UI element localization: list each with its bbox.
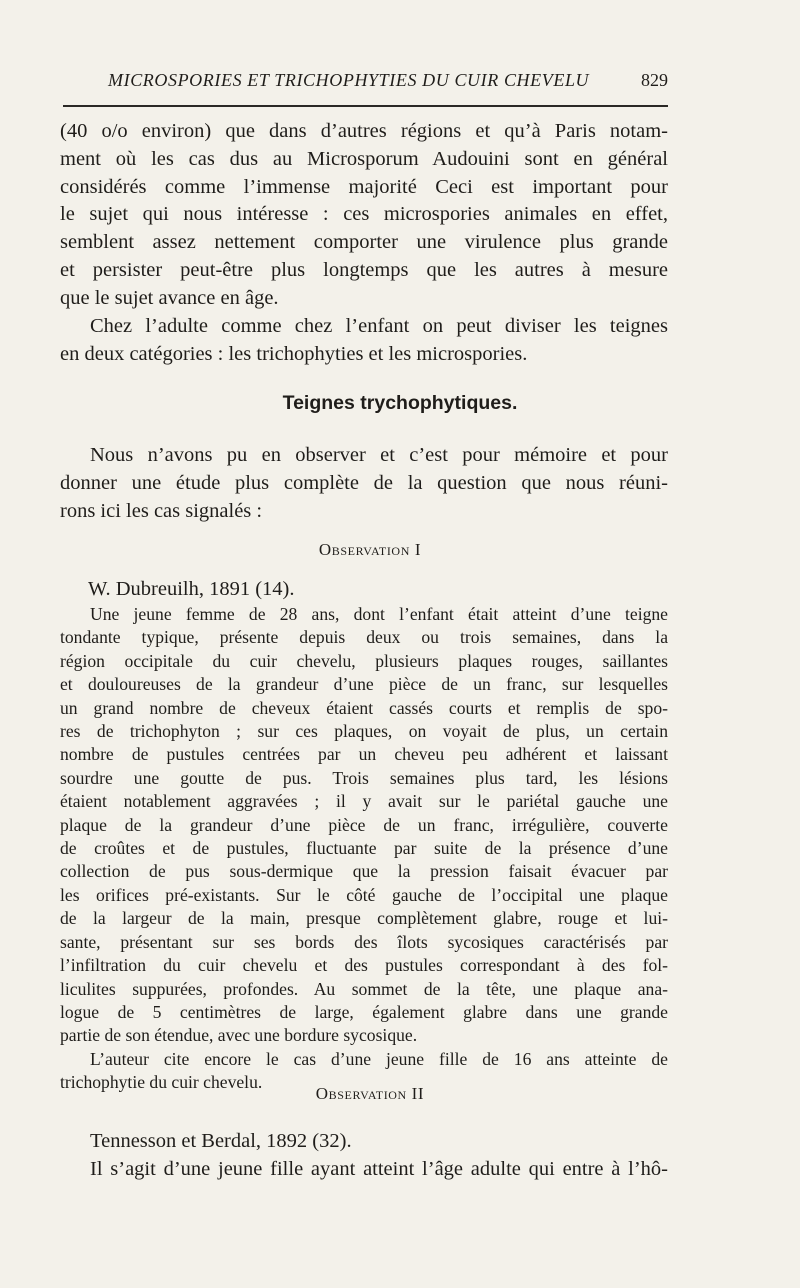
observation-2-text xyxy=(60,1128,668,1184)
text-line: sante, présentant sur ses bords des îlots sycosiques caractérisés par xyxy=(60,931,668,952)
text-line: Une jeune femme de 28 ans, dont l’enfant était atteint d’une teigne xyxy=(90,604,668,624)
text-line: considérés comme l’immense majorité Ceci est important pour xyxy=(60,175,668,198)
text-line: L’auteur cite encore le cas d’une jeune fille de 16 ans atteinte de xyxy=(90,1048,668,1069)
paragraph-1 xyxy=(60,118,668,313)
paragraph-3 xyxy=(60,442,668,525)
text-line: (40 o/o environ) que dans d’autres régions et qu’à Paris notam- xyxy=(60,120,668,142)
text-line: trichophytie du cuir chevelu. xyxy=(60,1072,263,1093)
text-line: Il s’agit d’une jeune fille ayant atteint l’âge adulte qui entre à l’hô- xyxy=(90,1157,668,1180)
running-head xyxy=(108,70,668,91)
text-line: nombre de pustules centrées par un cheveu peu adhérent et laissant xyxy=(60,744,668,765)
text-line: de la largeur de la main, presque complètement glabre, rouge et lui- xyxy=(60,908,668,929)
text-line: tondante typique, présente depuis deux ou trois semaines, dans la xyxy=(60,627,668,648)
text-line: et douloureuses de la grandeur d’une pièce de un franc, sur lesquelles xyxy=(60,674,668,695)
text-line: ment où les cas dus au Microsporum Audouini sont en général xyxy=(60,147,668,170)
text-line: région occipitale du cuir chevelu, plusieurs plaques rouges, saillantes xyxy=(60,650,668,671)
text-line: rons ici les cas signalés : xyxy=(60,499,263,522)
text-line: partie de son étendue, avec une bordure sycosique. xyxy=(60,1025,418,1046)
text-line: en deux catégories : les trichophyties et les microspories. xyxy=(60,342,528,365)
observation-1-citation xyxy=(88,576,648,604)
observation-1-text xyxy=(60,603,668,1095)
text-line: res de trichophyton ; sur ces plaques, on voyait de plus, un certain xyxy=(60,721,668,742)
citation-line: Tennesson et Berdal, 1892 (32). xyxy=(90,1130,352,1152)
text-line: les orifices pré-existants. Sur le côté gauche de l’occipital une plaque xyxy=(60,884,668,905)
observation-2-heading: Observation II xyxy=(315,1084,425,1103)
text-line: que le sujet avance en âge. xyxy=(60,286,279,309)
text-line: et persister peut-être plus longtemps que les autres à mesure xyxy=(60,258,668,281)
text-line: plaque de la grandeur d’une pièce de un franc, irrégulière, couverte xyxy=(60,814,668,835)
text-line: le sujet qui nous intéresse : ces microspories animales en effet, xyxy=(60,203,668,226)
text-line: donner une étude plus complète de la question que nous réuni- xyxy=(60,471,668,494)
page-number: 829 xyxy=(641,70,668,90)
text-line: Chez l’adulte comme chez l’enfant on peut diviser les teignes xyxy=(90,315,668,337)
text-line: liculites suppurées, profondes. Au sommet de la tête, une plaque ana- xyxy=(60,978,668,999)
text-line: sourdre une goutte de pus. Trois semaines plus tard, les lésions xyxy=(60,767,668,788)
text-line: étaient notablement aggravées ; il y avait sur le pariétal gauche une xyxy=(60,791,668,812)
text-line: de croûtes et de pustules, fluctuante par suite de la présence d’une xyxy=(60,838,668,859)
text-line: semblent assez nettement comporter une virulence plus grande xyxy=(60,231,668,254)
text-line: l’infiltration du cuir chevelu et des pustules correspondant à des fol- xyxy=(60,955,668,976)
running-title: MICROSPORIES ET TRICHOPHYTIES DU CUIR CHEVELU xyxy=(108,70,590,90)
section-heading: Teignes trychophytiques. xyxy=(282,392,518,414)
citation-line: W. Dubreuilh, 1891 (14). xyxy=(88,578,295,600)
text-line: Nous n’avons pu en observer et c’est pour mémoire et pour xyxy=(90,444,668,466)
paragraph-2 xyxy=(60,313,668,369)
text-line: collection de pus sous-dermique que la pression faisait évacuer par xyxy=(60,861,668,882)
header-rule xyxy=(63,105,668,107)
text-line: logue de 5 centimètres de large, également glabre dans une grande xyxy=(60,1001,668,1022)
observation-1-heading: Observation I xyxy=(318,540,422,559)
text-line: un grand nombre de cheveux étaient cassés courts et remplis de spo- xyxy=(60,697,668,718)
